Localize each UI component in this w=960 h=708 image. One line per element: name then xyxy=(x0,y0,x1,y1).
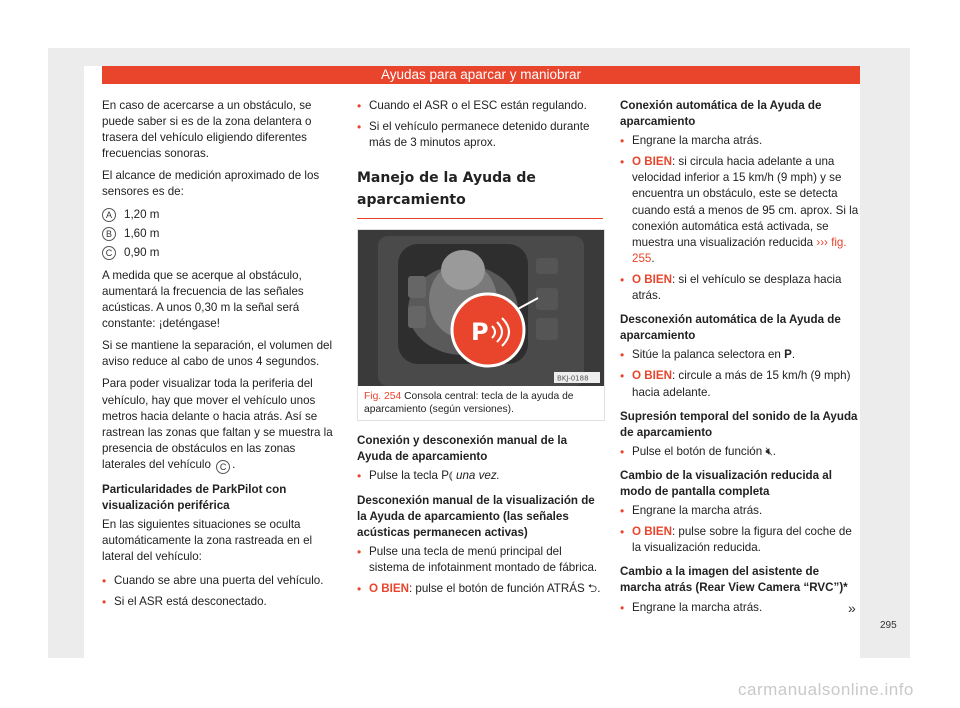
bullet-item: • Engrane la marcha atrás. xyxy=(620,133,860,149)
bullet-item: • Si el ASR está desconectado. xyxy=(102,594,342,610)
distance-item xyxy=(102,226,342,242)
bullet-item xyxy=(620,524,860,556)
figure-caption xyxy=(358,386,604,420)
paragraph: En caso de acercarse a un obstáculo, se puede saber si es de la zona delantera o trasera del vehículo eligiendo diferentes frecuencias sonoras. xyxy=(102,99,312,161)
bullet-text: una vez. xyxy=(456,469,500,483)
bullet-text: : pulse el botón de función ATRÁS ⮌. xyxy=(408,582,601,596)
bullet-item xyxy=(620,368,860,400)
page-number: 295 xyxy=(880,620,897,631)
bullet-label: O BIEN xyxy=(632,272,672,286)
park-assist-icon: P⦅ xyxy=(441,469,453,483)
paragraph: A medida que se acerque al obstáculo, aumentará la frecuencia de las señales acústicas. A unos 0,30 m la señal será constante: ¡deténgase! xyxy=(102,268,304,331)
watermark: carmanualsonline.info xyxy=(738,680,914,699)
marker-letter: B xyxy=(102,227,116,241)
center-console-illustration xyxy=(358,230,604,386)
bullet-item: • Engrane la marcha atrás. xyxy=(620,503,860,519)
bullet-item: • Cuando se abre una puerta del vehículo. xyxy=(102,573,342,589)
bullet-item xyxy=(357,581,603,597)
figure-caption-text: Consola central: tecla de la ayuda de aparcamiento (según versiones). xyxy=(364,391,574,416)
bullet-text: : si el vehículo se desplaza hacia atrás. xyxy=(632,272,842,303)
marker-letter: C xyxy=(102,246,116,260)
bullet-item: • Engrane la marcha atrás. xyxy=(620,600,860,616)
paragraph: En las siguientes situaciones se oculta automáticamente la zona rastreada en el lateral del vehículo: xyxy=(102,518,313,564)
paragraph: Para poder visualizar toda la periferia del vehículo, hay que mover el vehículo unos metros hacia delante o hacia atrás. Así se rastrean las zonas que faltan y se muestra la presencia de obstáculos en las zonas laterales del vehículo C . xyxy=(102,377,333,472)
distance-item xyxy=(102,207,342,223)
subheading: Supresión temporal del sonido de la Ayuda de aparcamiento xyxy=(620,409,858,439)
bullet-item: • Sitúe la palanca selectora en P. xyxy=(620,347,860,363)
distance-item xyxy=(102,245,342,261)
bullet-item: • O BIEN: si circula hacia adelante a una velocidad inferior a 15 km/h (9 mph) y se encuentra un obstáculo, este se detecta cuando está a menos de 95 cm. aprox. Si la conexión automática está activada, se muestra una visualización reducida ››› fig. 255. xyxy=(620,154,860,267)
subheading: Desconexión automática de la Ayuda de aparcamiento xyxy=(620,313,841,343)
bullet-item: • Cuando el ASR o el ESC están regulando. xyxy=(357,98,603,114)
bullet-label: O BIEN xyxy=(632,525,672,539)
subheading: Conexión automática de la Ayuda de aparcamiento xyxy=(620,99,822,129)
bullet-item: • Pulse una tecla de menú principal del sistema de infotainment montado de fábrica. xyxy=(357,544,603,576)
figure-label: Fig. 254 xyxy=(364,391,402,403)
paragraph: El alcance de medición aproximado de los sensores es de: xyxy=(102,169,320,199)
bullet-text: : si circula hacia adelante a una velocidad inferior a 15 km/h (9 mph) y se encuentra un obstáculo, este se detecta cuando está a menos de 95 cm. aprox. Si la conexión automática está activada, se muestra una visualización reducida xyxy=(632,155,859,249)
bullet-item xyxy=(357,468,603,484)
subheading: Particularidades de ParkPilot con visualización periférica xyxy=(102,482,287,512)
bullet-label: O BIEN xyxy=(632,155,672,169)
bullet-text: : circule a más de 15 km/h (9 mph) hacia adelante. xyxy=(632,369,851,399)
figure-code: BKJ-0188 xyxy=(557,374,589,383)
column-2 xyxy=(357,98,603,602)
paragraph: Si se mantiene la separación, el volumen del aviso reduce al cabo de unos 4 segundos. xyxy=(102,339,333,369)
svg-text:P: P xyxy=(471,318,489,347)
distance-value: 1,20 m xyxy=(124,207,160,221)
continue-arrow-icon: » xyxy=(848,600,856,616)
marker-letter: C xyxy=(216,460,230,474)
paragraph-text: Para poder visualizar toda la periferia del vehículo, hay que mover el vehículo unos metros hacia delante o hacia atrás. Así se rastrean las zonas que faltan y se muestra la presencia de obstáculos en las zonas laterales del vehículo xyxy=(102,377,333,471)
marker-letter: A xyxy=(102,208,116,222)
column-3 xyxy=(620,98,860,621)
bullet-item xyxy=(620,272,860,304)
bullet-text: Pulse la tecla xyxy=(369,469,438,483)
gear-position: P xyxy=(784,348,792,362)
column-1 xyxy=(102,98,342,616)
bullet-text: Sitúe la palanca selectora en xyxy=(632,348,781,362)
subheading: Cambio a la imagen del asistente de marcha atrás (Rear View Camera “RVC”)* xyxy=(620,565,848,595)
bullet-item: • Si el vehículo permanece detenido durante más de 3 minutos aprox. xyxy=(357,119,603,151)
subheading: Cambio de la visualización reducida al modo de pantalla completa xyxy=(620,468,832,498)
figure-reference-link[interactable]: ››› fig. 255 xyxy=(632,235,847,265)
bullet-text: : pulse sobre la figura del coche de la visualización reducida. xyxy=(632,525,852,555)
chapter-header: Ayudas para aparcar y maniobrar xyxy=(102,66,860,84)
bullet-label: O BIEN xyxy=(369,582,409,596)
subheading: Conexión y desconexión manual de la Ayuda de aparcamiento xyxy=(357,434,568,464)
distance-value: 0,90 m xyxy=(124,245,160,259)
figure xyxy=(357,229,605,421)
bullet-text: Pulse el botón de función xyxy=(632,444,763,458)
section-title: Manejo de la Ayuda de aparcamiento xyxy=(357,167,603,219)
bullet-item: • Pulse el botón de función 🔇︎. xyxy=(620,444,860,460)
mute-speaker-icon: 🔇︎ xyxy=(765,444,773,458)
subheading: Desconexión manual de la visualización de la Ayuda de aparcamiento (las señales acústicas permanecen activas) xyxy=(357,493,595,539)
bullet-label: O BIEN xyxy=(632,369,672,383)
distance-value: 1,60 m xyxy=(124,226,160,240)
